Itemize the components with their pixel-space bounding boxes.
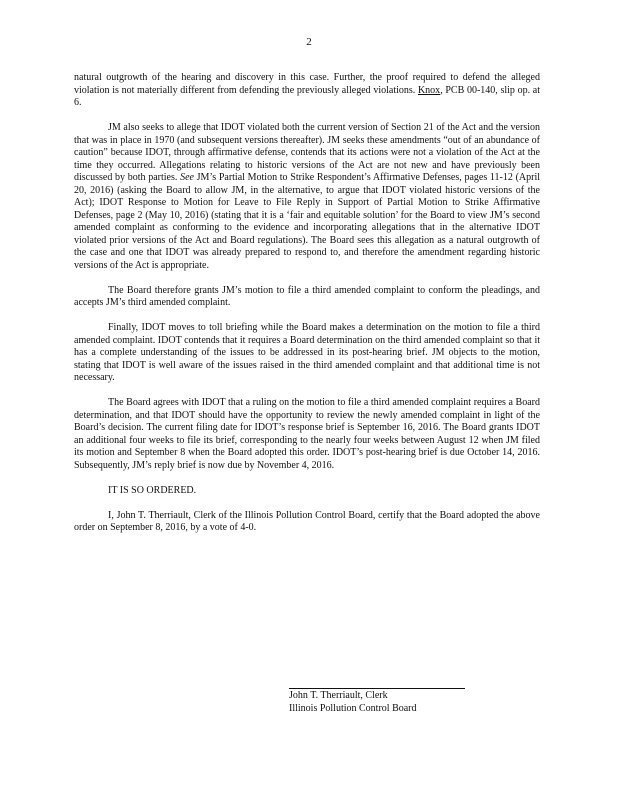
order-body	[74, 72, 540, 547]
case-citation: Knox	[417, 84, 441, 96]
paragraph-text: JM also seeks to allege that IDOT violated both the current version of Section 21 of the Act and the version that was in place in 1970 (and subsequent versions thereafter). JM seeks these amendments “out of an abundance of caution” because IDOT, through affirmative defense, contends that its actions were not a violation of the Act at the time they occurred. Allegations relating to historic versions of the Act are not new and have previously been discussed by both parties.	[74, 122, 540, 183]
page-number: 2	[306, 36, 312, 48]
paragraph-text: JM’s Partial Motion to Strike Respondent’s Affirmative Defenses, pages 11-12 (April 20, 2016) (asking the Board to allow JM, in the alternative, to argue that IDOT violated historic versions of the Act); IDOT Response to Motion for Leave to File Reply in Support of Partial Motion to Strike Affirmative Defenses, page 2 (May 10, 2016) (stating that it is a ‘fair and equitable solution’ for the Board to view JM’s second amended complaint as conforming to the evidence and incorporating allegations that in the alternative IDOT violated prior versions of the Act and Board regulations). The Board sees this allegation as a natural outgrowth of the case and one that IDOT was already prepared to respond to, and therefore the amendment regarding historic versions of the Act is appropriate.	[74, 172, 541, 271]
paragraph-board-agrees: The Board agrees with IDOT that a ruling on the motion to file a third amended complaint requires a Board determination, and that IDOT should have the opportunity to review the newly amended complaint in light of the Board’s decision. The current filing date for IDOT’s response brief is September 16, 2016. The Board grants IDOT an additional four weeks to file its brief, corresponding to the nearly four weeks between August 12 when JM filed its motion and September 8 when the Board adopted this order. IDOT’s post-hearing brief is due October 14, 2016. Subsequently, JM’s reply brief is now due by November 4, 2016.	[74, 397, 540, 471]
see-signal: See	[180, 172, 194, 183]
signatory-organization: Illinois Pollution Control Board	[289, 702, 417, 714]
paragraph-text: natural outgrowth of the hearing and discovery in this case. Further, the proof required to defend the alleged violation is not materially different from defending the previously alleged violations.	[74, 72, 540, 96]
paragraph-historic-versions	[74, 122, 540, 272]
signature-block	[289, 690, 417, 715]
clerk-certification: I, John T. Therriault, Clerk of the Illinois Pollution Control Board, certify that the Board adopted the above order on September 8, 2016, by a vote of 4-0.	[74, 509, 540, 533]
paragraph-toll-briefing: Finally, IDOT moves to toll briefing while the Board makes a determination on the motion to file a third amended complaint. IDOT contends that it requires a Board determination on the third amended complaint so that it has a complete understanding of the issues to be addressed in its post-hearing brief. JM objects to the motion, stating that IDOT is well aware of the issues raised in the third amended complaint and that additional time is not necessary.	[74, 322, 540, 383]
signature-line	[289, 688, 465, 689]
paragraph-text: , PCB 00-140, slip op. at 6.	[74, 84, 540, 108]
paragraph-outgrowth	[74, 72, 540, 110]
paragraph-grant-motion: The Board therefore grants JM’s motion to file a third amended complaint to conform the pleadings, and accepts JM’s third amended complaint.	[74, 284, 540, 308]
signatory-name: John T. Therriault, Clerk	[289, 690, 388, 701]
so-ordered: IT IS SO ORDERED.	[108, 484, 197, 496]
